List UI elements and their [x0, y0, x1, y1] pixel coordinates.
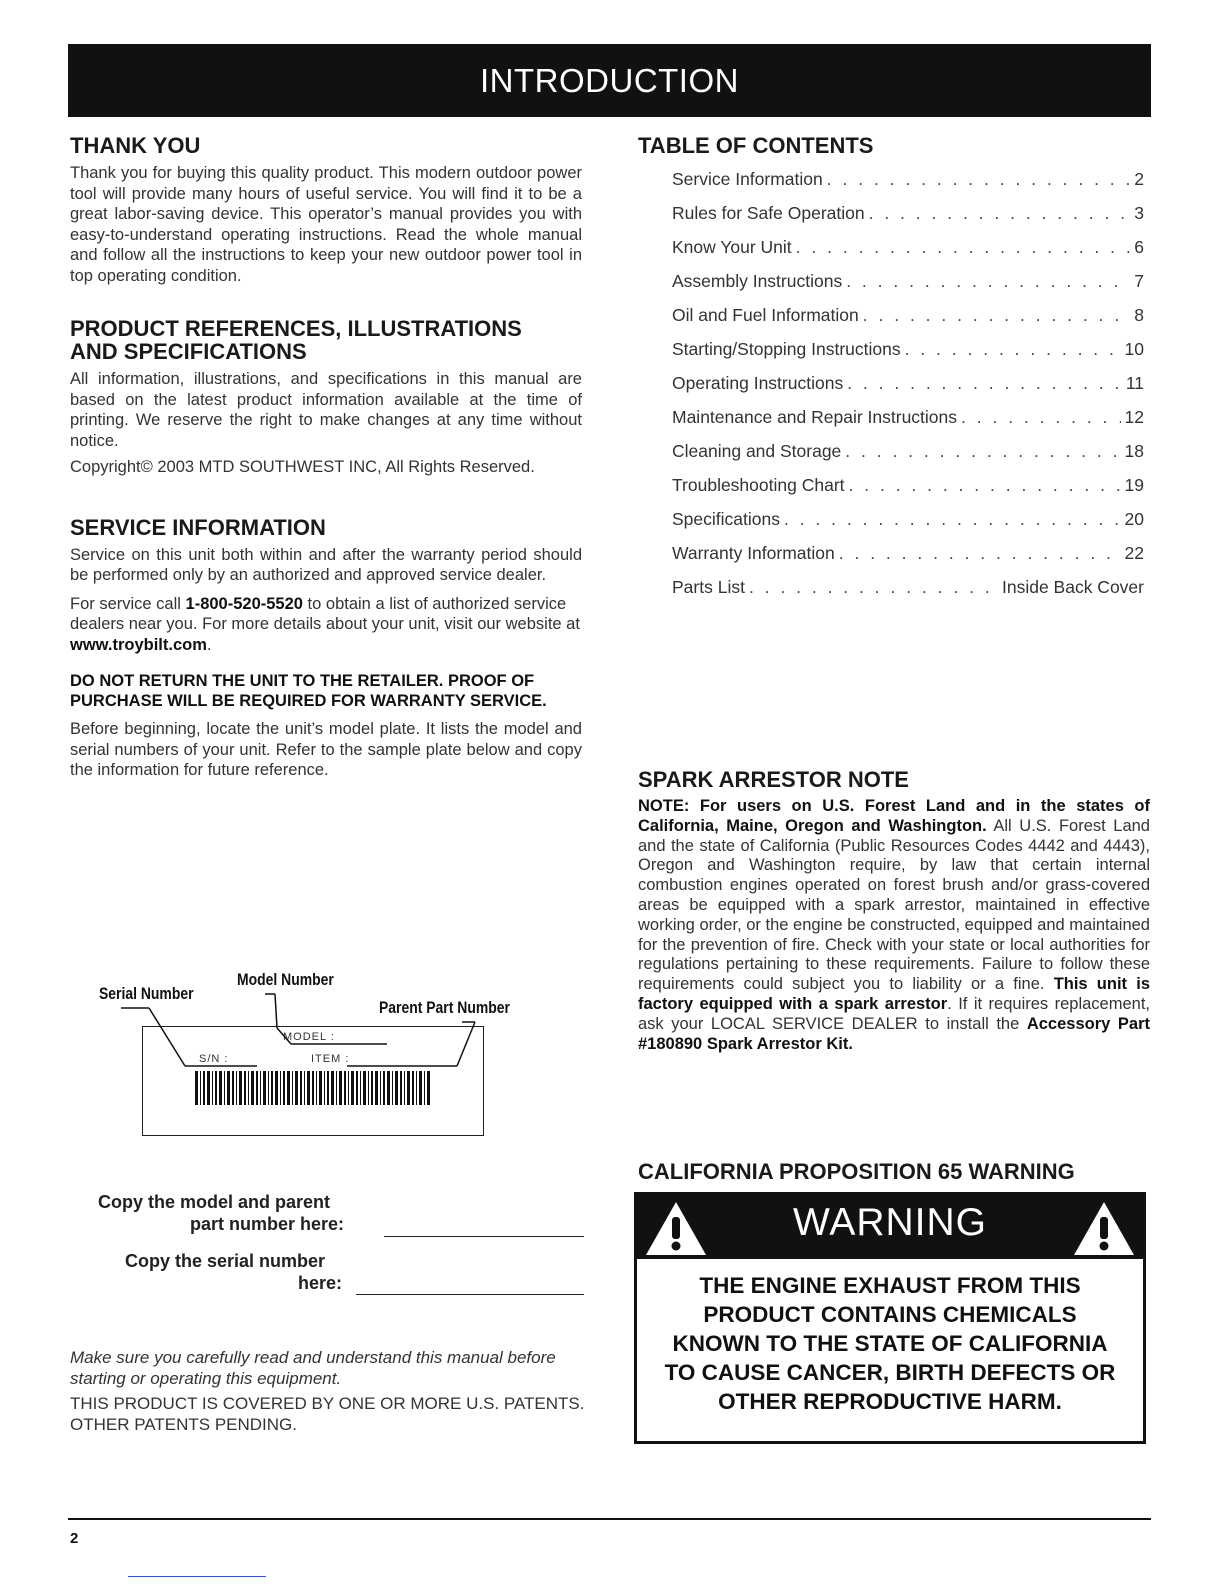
- model-number-label: Model Number: [237, 970, 334, 989]
- toc-item-label: Operating Instructions: [672, 373, 844, 394]
- toc-item: [672, 203, 1144, 237]
- toc-leader-dots: [846, 271, 1130, 292]
- plate-callout-lines: [97, 968, 547, 1148]
- toc-item-page: 7: [1134, 271, 1144, 292]
- page-number: 2: [70, 1530, 79, 1547]
- toc-leader-dots: [796, 237, 1131, 258]
- service-call-end: .: [206, 635, 212, 654]
- plate-sn-field: S/N :: [199, 1053, 229, 1065]
- copyright-text: Copyright© 2003 MTD SOUTHWEST INC, All Rights Reserved.: [70, 458, 535, 477]
- toc-item-page: 12: [1124, 407, 1144, 428]
- toc-item-page: 10: [1124, 339, 1144, 360]
- prop65-warning-box: [634, 1192, 1146, 1444]
- thank-you-heading: THANK YOU: [70, 133, 201, 158]
- spark-bold3: Accessory Part #180890 Spark Arrestor Kit.: [638, 1014, 1150, 1053]
- left-column: [70, 134, 582, 781]
- service-text: Service on this unit both within and after the warranty period should be performed only by an authorized and approved service dealer.: [70, 545, 582, 585]
- service-call-text: [70, 594, 582, 656]
- toc-item-label: Specifications: [672, 509, 780, 530]
- toc-item-page: 19: [1124, 475, 1144, 496]
- spark-arrestor-section: [638, 768, 1150, 1054]
- toc-item-page: Inside Back Cover: [1001, 577, 1144, 598]
- toc-leader-dots: [749, 577, 998, 598]
- link-underline: [128, 1576, 266, 1577]
- toc-item: [672, 407, 1144, 441]
- product-refs-heading: PRODUCT REFERENCES, ILLUSTRATIONS AND SPECIFICATIONS: [70, 316, 522, 365]
- service-call-mid: to obtain a list of authorized service dealers near you. For more details about your unit, visit our website at: [70, 594, 580, 634]
- warning-text: THE ENGINE EXHAUST FROM THIS PRODUCT CONTAINS CHEMICALS KNOWN TO THE STATE OF CALIFORNIA TO CAUSE CANCER, BIRTH DEFECTS OR OTHER REPRODUCTIVE HARM.: [664, 1273, 1116, 1414]
- toc-item-label: Maintenance and Repair Instructions: [672, 407, 958, 428]
- toc-leader-dots: [839, 543, 1121, 564]
- read-manual-note: Make sure you carefully read and understand this manual before starting or operating this equipment.: [70, 1348, 556, 1388]
- thank-you-text: Thank you for buying this quality product. This modern outdoor power tool will provide many hours of useful service. You will find it to be a great labor-saving device. This operator’s manual provides you with easy-to-understand operating instructions. Read the whole manual and follow all the instructions to keep your new outdoor power tool in top operating condition.: [70, 164, 582, 285]
- service-heading: SERVICE INFORMATION: [70, 514, 326, 540]
- service-phone: 1-800-520-5520: [185, 594, 303, 613]
- toc-item-label: Assembly Instructions: [672, 271, 843, 292]
- toc-item-page: 6: [1134, 237, 1144, 258]
- toc-leader-dots: [863, 305, 1131, 326]
- right-column: [638, 134, 1150, 611]
- toc-item-page: 18: [1124, 441, 1144, 462]
- model-plate-illustration: [97, 968, 547, 1148]
- toc-leader-dots: [827, 169, 1131, 190]
- model-plate-text: Before beginning, locate the unit’s model plate. It lists the model and serial numbers of your unit. Refer to the sample plate below and copy the information for future reference.: [70, 720, 582, 780]
- model-number-blank[interactable]: [384, 1236, 584, 1237]
- toc-item: [672, 339, 1144, 373]
- warning-title: WARNING: [792, 1201, 988, 1244]
- toc-leader-dots: [847, 373, 1122, 394]
- toc-item: [672, 509, 1144, 543]
- serial-number-blank[interactable]: [356, 1294, 584, 1295]
- toc-item: [672, 543, 1144, 577]
- toc-item-label: Service Information: [672, 169, 823, 190]
- product-refs-text: All information, illustrations, and specifications in this manual are based on the latest product information available at the time of printing. We reserve the right to make changes at any time without notice.: [70, 370, 582, 450]
- toc-leader-dots: [849, 475, 1121, 496]
- service-call-pre: For service call: [70, 594, 186, 613]
- parent-part-number-label: Parent Part Number: [379, 998, 510, 1017]
- toc-item: [672, 577, 1144, 611]
- copy-model-line1: Copy the model and parent: [98, 1192, 331, 1212]
- toc-item: [672, 475, 1144, 509]
- warning-triangle-icon: [1071, 1199, 1137, 1257]
- plate-model-field: MODEL :: [283, 1031, 335, 1043]
- toc-item-page: 3: [1134, 203, 1144, 224]
- toc-item-page: 20: [1124, 509, 1144, 530]
- copy-model-line2: part number here:: [190, 1214, 345, 1234]
- copy-serial-line1: Copy the serial number: [125, 1251, 326, 1271]
- toc-item-label: Cleaning and Storage: [672, 441, 842, 462]
- toc-item-label: Oil and Fuel Information: [672, 305, 859, 326]
- toc-item-label: Know Your Unit: [672, 237, 792, 258]
- toc-item: [672, 169, 1144, 203]
- toc-item-label: Parts List: [672, 577, 745, 598]
- toc-heading: TABLE OF CONTENTS: [638, 133, 874, 158]
- toc-item-label: Troubleshooting Chart: [672, 475, 845, 496]
- return-notice: DO NOT RETURN THE UNIT TO THE RETAILER. PROOF OF PURCHASE WILL BE REQUIRED FOR WARRANTY SERVICE.: [70, 672, 547, 711]
- toc-item: [672, 305, 1144, 339]
- toc-item-page: 8: [1134, 305, 1144, 326]
- spark-note-bold: NOTE: For users on U.S. Forest Land and in the states of California, Maine, Oregon and Washington.: [638, 797, 1150, 835]
- toc-item: [672, 373, 1144, 407]
- toc-leader-dots: [905, 339, 1121, 360]
- toc-item: [672, 271, 1144, 305]
- warning-header: [637, 1195, 1143, 1259]
- toc-leader-dots: [961, 407, 1121, 428]
- serial-number-label: Serial Number: [99, 984, 194, 1003]
- spark-text1: All U.S. Forest Land and the state of California (Public Resources Codes 4442 and 4443), Oregon and Washington require, by law that certain internal combustion engines operated on forest brush and/or grass-covered areas be equipped with a spark arrestor, maintained in effective working order, or the engine be constructed, equipped and maintained for the prevention of fire. Check with your state or local authorities for regulations pertaining to these requirements. Failure to follow these requirements could subject you to liability or a fine.: [638, 816, 1150, 994]
- toc-item-page: 22: [1124, 543, 1144, 564]
- prop65-heading: CALIFORNIA PROPOSITION 65 WARNING: [638, 1159, 1075, 1184]
- spark-bold2: This unit is factory equipped with a spark arrestor: [638, 975, 1150, 1014]
- toc-item-label: Warranty Information: [672, 543, 835, 564]
- patents-note: THIS PRODUCT IS COVERED BY ONE OR MORE U.S. PATENTS. OTHER PATENTS PENDING.: [70, 1394, 585, 1434]
- spark-heading: SPARK ARRESTOR NOTE: [638, 767, 909, 792]
- footer-rule: [68, 1518, 1151, 1520]
- spark-text: [638, 797, 1150, 1054]
- service-website-link[interactable]: www.troybilt.com: [70, 635, 207, 654]
- plate-item-field: ITEM :: [311, 1053, 350, 1065]
- toc-leader-dots: [784, 509, 1121, 530]
- toc-item: [672, 441, 1144, 475]
- toc-item-label: Starting/Stopping Instructions: [672, 339, 901, 360]
- spark-text2: . If it requires replacement, ask your LOCAL SERVICE DEALER to install the: [638, 995, 1150, 1033]
- toc-item-label: Rules for Safe Operation: [672, 203, 865, 224]
- table-of-contents: [672, 169, 1144, 611]
- toc-item-page: 11: [1125, 373, 1144, 394]
- toc-leader-dots: [845, 441, 1120, 462]
- toc-item: [672, 237, 1144, 271]
- copy-serial-line2: here:: [298, 1273, 343, 1293]
- toc-item-page: 2: [1134, 169, 1144, 190]
- toc-leader-dots: [869, 203, 1131, 224]
- page-banner: INTRODUCTION: [68, 44, 1151, 117]
